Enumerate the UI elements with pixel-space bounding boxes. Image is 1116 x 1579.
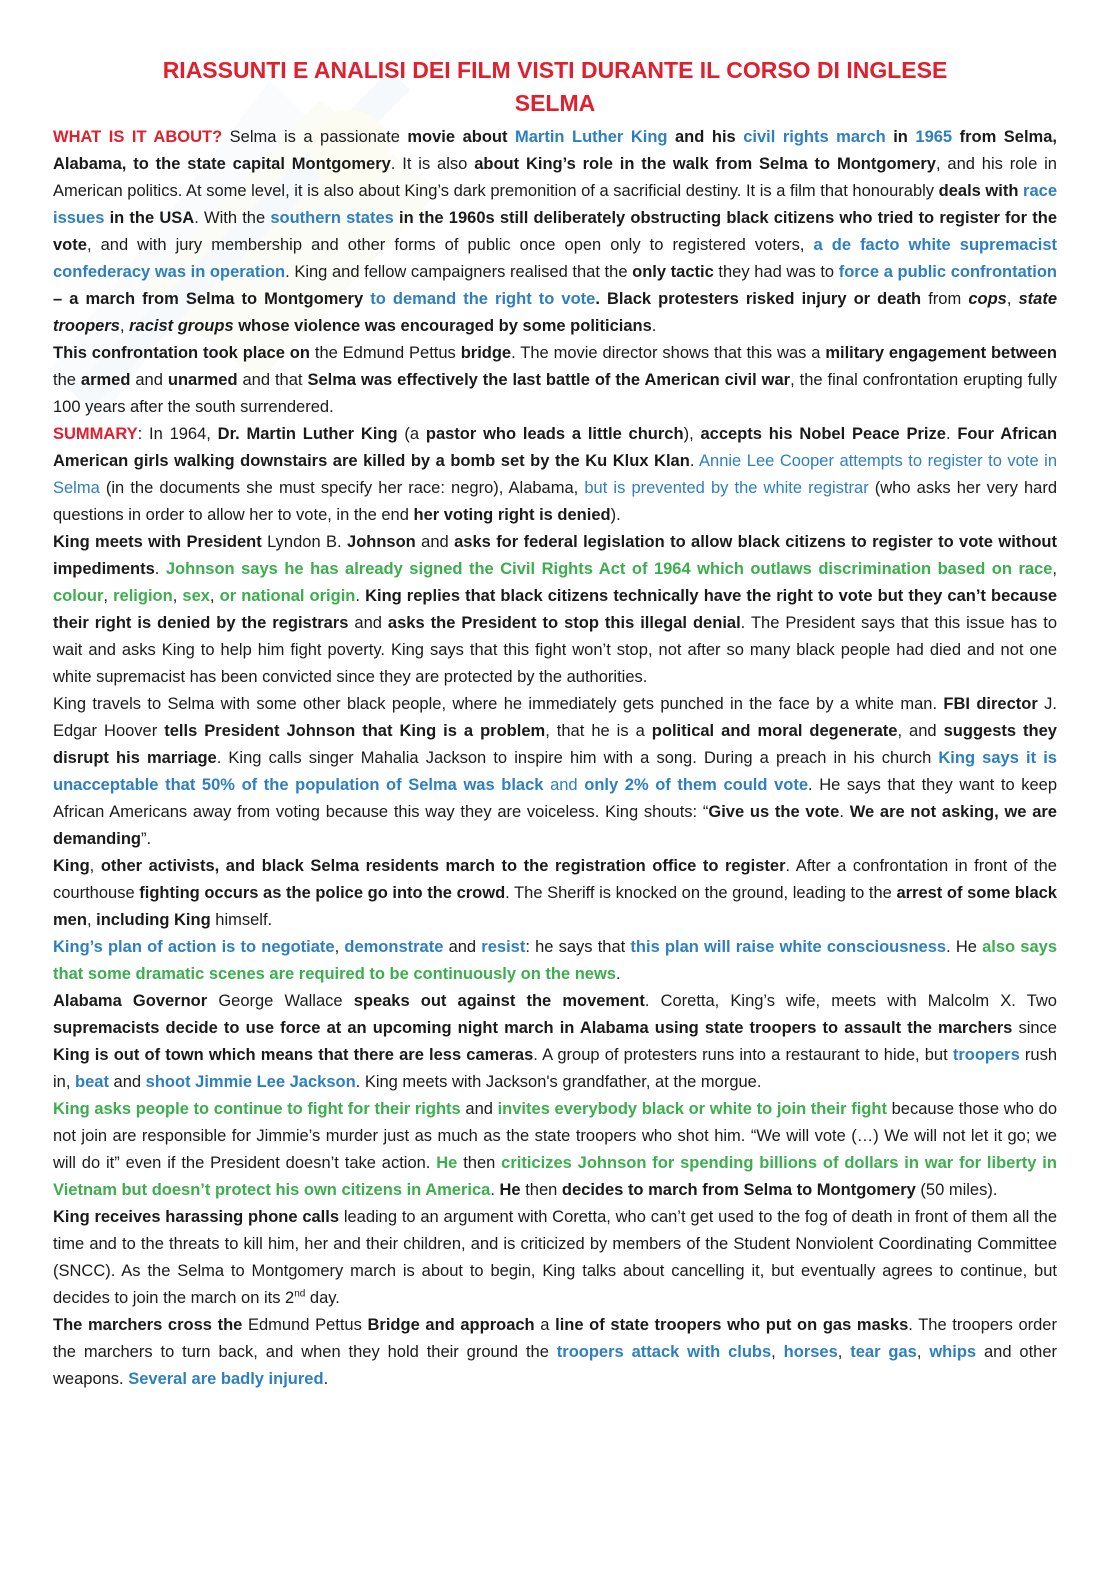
- text-run: Give us the vote: [708, 803, 840, 821]
- text-run: criticizes Johnson for spending billions of dollars in war for liberty in Vietnam but doesn’t protect his own citizens in America: [53, 1154, 1057, 1199]
- text-run: invites everybody black or white to join their fight: [497, 1100, 887, 1118]
- text-run: .: [615, 965, 621, 983]
- text-run: King travels to Selma with some other black people, where he immediately gets punched in the face by a white man.: [53, 695, 944, 713]
- text-run: bridge: [460, 344, 512, 362]
- text-run: arrest of some black men: [53, 884, 1057, 929]
- text-run: speaks out against the movement: [353, 992, 645, 1010]
- text-run: .: [839, 803, 850, 821]
- text-run: civil rights march: [743, 128, 886, 146]
- text-run: shoot Jimmie Lee Jackson: [145, 1073, 356, 1091]
- text-run: also says that some dramatic scenes are required to be continuously on the news: [53, 938, 1057, 983]
- text-run: . King meets with Jackson's grandfather, at the morgue.: [355, 1073, 762, 1091]
- text-run: troopers attack with clubs: [556, 1343, 772, 1361]
- text-run: only 2% of them could vote: [584, 776, 808, 794]
- text-run: himself.: [210, 911, 273, 929]
- text-run: King says it is unacceptable that 50% of the population of Selma was black: [53, 749, 1057, 794]
- text-run: line of state troopers who put on gas masks: [555, 1316, 909, 1334]
- text-run: ,: [771, 1343, 784, 1361]
- text-run: and: [130, 371, 168, 389]
- text-run: and that: [237, 371, 308, 389]
- text-run: . King calls singer Mahalia Jackson to inspire him with a song. During a preach in his church: [216, 749, 939, 767]
- text-run: troopers: [952, 1046, 1020, 1064]
- text-run: He: [499, 1181, 521, 1199]
- text-run: FBI director: [943, 695, 1038, 713]
- text-run: resist: [481, 938, 526, 956]
- text-run: ,: [172, 587, 183, 605]
- text-run: [507, 128, 515, 146]
- text-run: asks the President to stop this illegal denial: [387, 614, 741, 632]
- paragraph-johnson-meeting: [53, 529, 1057, 691]
- text-run: only tactic: [632, 263, 714, 281]
- text-run: the Edmund Pettus: [309, 344, 461, 362]
- text-run: King asks people to continue to fight for their rights: [53, 1100, 461, 1118]
- paragraph-bridge: [53, 1312, 1057, 1393]
- text-run: .: [154, 560, 166, 578]
- text-run: decides to march from Selma to Montgomery: [561, 1181, 916, 1199]
- text-run: King’s plan of action is to negotiate: [53, 938, 335, 956]
- paragraph-continue-fight: [53, 1096, 1057, 1204]
- text-run: ,: [837, 1343, 851, 1361]
- text-run: ,: [119, 317, 130, 335]
- text-run: in: [885, 128, 916, 146]
- text-run: whips: [929, 1343, 977, 1361]
- text-run: : In 1964,: [137, 425, 218, 443]
- text-run: (50 miles).: [915, 1181, 998, 1199]
- text-run: demonstrate: [344, 938, 444, 956]
- text-run: , the final confrontation erupting fully 100 years after the south surrendered.: [53, 371, 1057, 416]
- text-run: (in the documents she must specify her race: negro), Alabama,: [99, 479, 585, 497]
- text-run: Alabama Governor: [53, 992, 208, 1010]
- text-run: . It is also: [390, 155, 475, 173]
- text-run: in the USA: [104, 209, 195, 227]
- text-run: King replies that black citizens technically have the right to vote but they can’t because their right is denied by the registrars: [53, 587, 1058, 632]
- text-run: .: [651, 317, 657, 335]
- text-run: ,: [334, 938, 345, 956]
- text-run: .: [945, 425, 958, 443]
- text-run: the: [53, 371, 81, 389]
- text-run: . After a confrontation in front of the courthouse: [53, 857, 1057, 902]
- document-body: [53, 124, 1057, 1393]
- text-run: , that he is a: [545, 722, 652, 740]
- text-run: tear gas: [850, 1343, 917, 1361]
- text-run: pastor who leads a little church: [425, 425, 684, 443]
- paragraph-registration-march: [53, 853, 1057, 934]
- text-run: nd: [294, 1288, 306, 1300]
- text-run: .: [689, 452, 700, 470]
- text-run: . He says that they want to keep African Americans away from voting because this way they are voiceless. King shouts: “: [53, 776, 1058, 821]
- text-run: . Black protesters risked injury or death: [595, 290, 922, 308]
- text-run: The marchers cross the: [53, 1316, 243, 1334]
- text-run: in the 1960s still deliberately obstructing black citizens who tried to register for the vote: [53, 209, 1057, 254]
- text-run: a de facto white supremacist confederacy was in operation: [53, 236, 1057, 281]
- paragraph-wallace: [53, 988, 1057, 1096]
- text-run: WHAT IS IT ABOUT?: [53, 128, 223, 146]
- text-run: force a public confrontation: [838, 263, 1058, 281]
- paragraph-phone-calls: [53, 1204, 1057, 1312]
- text-run: including King: [96, 911, 211, 929]
- text-run: . A group of protesters runs into a restaurant to hide, but: [533, 1046, 953, 1064]
- text-run: but is prevented by the white registrar: [584, 479, 869, 497]
- text-run: . King and fellow campaigners realised that the: [285, 263, 633, 281]
- text-run: beat: [75, 1073, 109, 1091]
- text-run: . The President says that this issue has to wait and asks King to help him fight poverty. King says that this fight won’t stop, not after so many black people had died and not one white supremacist has been convicted since they are protected by the authorities.: [53, 614, 1057, 686]
- text-run: Several are badly injured: [128, 1370, 324, 1388]
- text-run: political and moral degenerate: [651, 722, 898, 740]
- text-run: He: [436, 1154, 458, 1172]
- paragraph-confrontation: [53, 340, 1057, 421]
- text-run: and: [108, 1073, 146, 1091]
- text-run: Edmund Pettus: [242, 1316, 368, 1334]
- text-run: sex: [182, 587, 210, 605]
- text-run: ,: [916, 1343, 930, 1361]
- text-run: Dr. Martin Luther King: [217, 425, 398, 443]
- text-run: . The troopers order the marchers to turn back, and when they hold their ground the: [53, 1316, 1057, 1361]
- text-run: . He: [946, 938, 983, 956]
- text-run: Martin Luther King: [515, 128, 668, 146]
- text-run: racist groups: [129, 317, 234, 335]
- text-run: (who asks her very hard questions in order to allow her to vote, in the end: [53, 479, 1057, 524]
- text-run: whose violence was encouraged by some politicians: [233, 317, 652, 335]
- text-run: George Wallace: [207, 992, 354, 1010]
- paragraph-selma-travel: [53, 691, 1057, 853]
- text-run: movie about: [407, 128, 508, 146]
- text-run: colour: [53, 587, 104, 605]
- text-run: then: [520, 1181, 562, 1199]
- text-run: day.: [305, 1289, 340, 1307]
- document-page: [53, 54, 1057, 1393]
- text-run: King receives harassing phone calls: [53, 1208, 340, 1226]
- text-run: Four African American girls walking downstairs are killed by a bomb set by the Ku Klux Klan: [53, 425, 1058, 470]
- text-run: military engagement between: [825, 344, 1057, 362]
- text-run: Johnson says he has already signed the Civil Rights Act of 1964 which outlaws discrimination based on race: [165, 560, 1053, 578]
- text-run: and: [443, 938, 482, 956]
- text-run: because those who do not join are responsible for Jimmie’s murder just as much as the state troopers who shot him. “We will vote (…) We will not let it go; we will do it” even if the President doesn’t take action.: [53, 1100, 1057, 1172]
- text-run: ”.: [141, 830, 152, 848]
- text-run: from Selma, Alabama, to the state capital Montgomery: [53, 128, 1057, 173]
- text-run: southern states: [270, 209, 394, 227]
- paragraph-summary: [53, 421, 1057, 529]
- text-run: accepts his Nobel Peace Prize: [700, 425, 946, 443]
- text-run: . With the: [194, 209, 271, 227]
- text-run: since: [1012, 1019, 1057, 1037]
- text-run: and: [460, 1100, 498, 1118]
- text-run: : he says that: [525, 938, 631, 956]
- text-run: and: [348, 614, 388, 632]
- text-run: . Coretta, King’s wife, meets with Malcolm X. Two: [644, 992, 1057, 1010]
- paragraph-plan-of-action: [53, 934, 1057, 988]
- text-run: armed: [80, 371, 131, 389]
- text-run: King is out of town which means that there are less cameras: [53, 1046, 534, 1064]
- text-run: , and his role in American politics. At some level, it is also about King’s dark premonition of a sacrificial destiny. It is a film that honourably: [53, 155, 1057, 200]
- text-run: religion: [113, 587, 173, 605]
- text-run: suggests they disrupt his marriage: [53, 722, 1057, 767]
- text-run: and: [667, 128, 712, 146]
- text-run: ,: [1006, 290, 1019, 308]
- text-run: J. Edgar Hoover: [53, 695, 1057, 740]
- text-run: horses: [783, 1343, 838, 1361]
- text-run: his: [711, 128, 736, 146]
- text-run: fighting occurs as the police go into the crowd: [139, 884, 506, 902]
- text-run: ),: [683, 425, 701, 443]
- text-run: , and: [897, 722, 944, 740]
- text-run: ,: [89, 857, 101, 875]
- text-run: and other weapons.: [53, 1343, 1058, 1388]
- text-run: Selma is a passionate: [222, 128, 408, 146]
- text-run: This confrontation took place on: [53, 344, 310, 362]
- text-run: and: [415, 533, 455, 551]
- text-run: SUMMARY: [53, 425, 138, 443]
- text-run: to demand the right to vote: [370, 290, 596, 308]
- text-run: tells President Johnson that King is a problem: [164, 722, 546, 740]
- document-title: RIASSUNTI E ANALISI DEI FILM VISTI DURANTE IL CORSO DI INGLESE: [162, 57, 948, 83]
- text-run: Bridge and approach: [367, 1316, 535, 1334]
- film-title: SELMA: [514, 90, 596, 116]
- text-run: ,: [86, 911, 97, 929]
- text-run: a: [534, 1316, 556, 1334]
- text-run: 1965: [915, 128, 953, 146]
- text-run: leading to an argument with Coretta, who can’t get used to the fog of death in front of them all the time and to the threats to kill him, her and their children, and is criticized by members of the Student Nonviolent Coordinating Committee (SNCC). As the Selma to Montgomery march is about to begin, King talks about cancelling it, but eventually agrees to continue, but decides to join the march on its 2: [53, 1208, 1057, 1307]
- text-run: King meets with President: [53, 533, 262, 551]
- text-run: ,: [1052, 560, 1057, 578]
- text-run: (a: [397, 425, 426, 443]
- text-run: or national origin: [219, 587, 356, 605]
- text-run: – a march from Selma to Montgomery: [53, 290, 364, 308]
- text-run: then: [457, 1154, 502, 1172]
- text-run: We are not asking, we are demanding: [53, 803, 1057, 848]
- text-run: from: [921, 290, 969, 308]
- text-run: other activists, and black Selma residents march to the registration office to register: [100, 857, 786, 875]
- text-run: unarmed: [167, 371, 238, 389]
- text-run: they had was to: [713, 263, 839, 281]
- text-run: . The Sheriff is knocked on the ground, leading to the: [505, 884, 897, 902]
- text-run: .: [490, 1181, 500, 1199]
- text-run: .: [323, 1370, 329, 1388]
- text-run: her voting right is denied: [413, 506, 611, 524]
- text-run: Johnson: [347, 533, 416, 551]
- text-run: asks for federal legislation to allow black citizens to register to vote without impediments: [53, 533, 1057, 578]
- text-run: state troopers: [53, 290, 1058, 335]
- text-run: Selma was effectively the last battle of the American civil war: [307, 371, 791, 389]
- text-run: ,: [209, 587, 220, 605]
- text-run: this plan will raise white consciousness: [630, 938, 947, 956]
- text-run: cops: [968, 290, 1007, 308]
- text-run: .: [355, 587, 366, 605]
- text-run: deals with: [938, 182, 1019, 200]
- text-run: supremacists decide to use force at an upcoming night march in Alabama using state troopers to assault the marchers: [53, 1019, 1013, 1037]
- text-run: Annie Lee Cooper attempts to register to vote in Selma: [53, 452, 1058, 497]
- text-run: ,: [103, 587, 114, 605]
- text-run: , and with jury membership and other forms of public once open only to registered voters,: [86, 236, 814, 254]
- text-run: about King’s role in the walk from Selma to Montgomery: [474, 155, 936, 173]
- paragraph-about: [53, 124, 1057, 340]
- text-run: and: [543, 776, 585, 794]
- text-run: ).: [610, 506, 621, 524]
- text-run: King: [53, 857, 90, 875]
- text-run: . The movie director shows that this was a: [511, 344, 826, 362]
- text-run: race issues: [53, 182, 1057, 227]
- text-run: Lyndon B.: [261, 533, 348, 551]
- text-run: rush in,: [53, 1046, 1058, 1091]
